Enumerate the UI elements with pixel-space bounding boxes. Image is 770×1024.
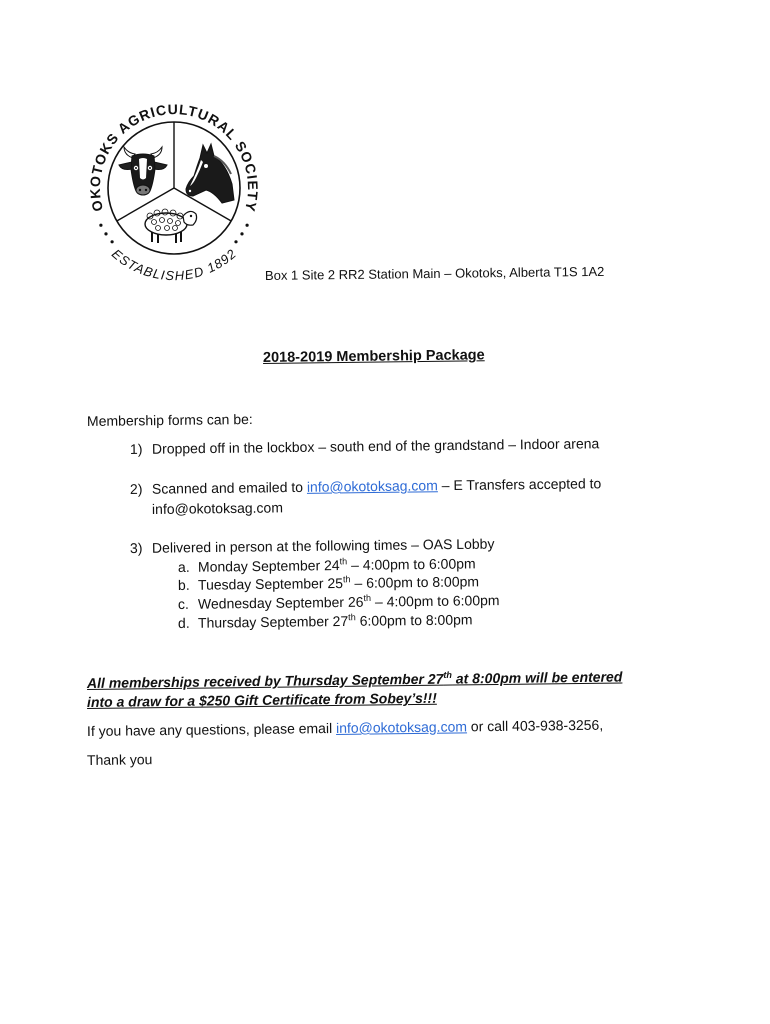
mailing-address: Box 1 Site 2 RR2 Station Main – Okotoks, Alberta T1S 1A2 xyxy=(264,263,605,283)
list-item-in-person xyxy=(130,535,495,557)
list-item-email xyxy=(130,474,601,498)
sublist-item-thursday xyxy=(178,610,473,632)
sublist-time: 6:00pm to 8:00pm xyxy=(355,611,473,629)
seal-dots-right xyxy=(234,224,248,244)
seal-bottom-text: ESTABLISHED 1892 xyxy=(108,246,239,284)
sublist-letter: d. xyxy=(177,614,190,631)
closing-text: Thank you xyxy=(86,751,153,768)
email-link[interactable]: info@okotoksag.com xyxy=(306,477,438,495)
ordinal-suffix: th xyxy=(339,556,348,567)
draw-notice-text-after: at 8:00pm will be entered xyxy=(451,668,623,687)
sublist-time: – 4:00pm to 6:00pm xyxy=(370,592,500,610)
list-item-email-continued: info@okotoksag.com xyxy=(151,499,284,517)
list-item-text: Dropped off in the lockbox – south end of the grandstand – Indoor arena xyxy=(151,435,600,457)
sublist-text: Monday September 24 xyxy=(197,557,340,575)
sublist-text: Wednesday September 26 xyxy=(197,593,364,612)
intro-text: Membership forms can be: xyxy=(86,410,253,429)
seal-dots-left xyxy=(99,224,113,244)
list-item-text-after: – E Transfers accepted to xyxy=(437,475,602,494)
sublist-letter: a. xyxy=(177,558,190,575)
draw-notice-line2: into a draw for a $250 Gift Certificate from Sobey’s!!! xyxy=(86,689,437,710)
list-number: 2) xyxy=(129,480,143,497)
sublist-text: Thursday September 27 xyxy=(197,612,349,631)
sublist-item-tuesday xyxy=(178,572,479,594)
ordinal-suffix: th xyxy=(348,612,356,623)
list-item-text: Delivered in person at the following times – OAS Lobby xyxy=(151,535,495,556)
sublist-letter: b. xyxy=(177,576,190,593)
list-item-dropoff xyxy=(130,434,599,458)
sublist-time: – 6:00pm to 8:00pm xyxy=(350,573,480,591)
questions-text: If you have any questions, please email xyxy=(86,719,337,739)
sublist-time: – 4:00pm to 6:00pm xyxy=(347,555,476,573)
ordinal-suffix: th xyxy=(443,669,452,680)
page-title: 2018-2019 Membership Package xyxy=(262,347,485,366)
list-item-text: Scanned and emailed to xyxy=(151,478,307,497)
ordinal-suffix: th xyxy=(342,574,351,585)
sublist-letter: c. xyxy=(177,595,189,612)
seal-top-text: OKOTOKS AGRICULTURAL SOCIETY xyxy=(86,101,262,214)
draw-notice-text: All memberships received by Thursday September 27 xyxy=(86,670,444,691)
draw-notice-line1 xyxy=(87,667,623,692)
sublist-text: Tuesday September 25 xyxy=(197,574,344,593)
email-link[interactable]: info@okotoksag.com xyxy=(335,718,468,736)
phone-text: or call 403-938-3256, xyxy=(466,716,604,735)
svg-text:ESTABLISHED 1892 xyxy=(109,246,239,283)
list-number: 3) xyxy=(129,539,143,556)
list-number: 1) xyxy=(129,440,143,457)
sheep-icon xyxy=(145,209,197,243)
cow-icon xyxy=(119,147,167,195)
questions-line xyxy=(87,716,603,740)
ordinal-suffix: th xyxy=(363,592,372,604)
horse-icon xyxy=(186,144,234,203)
society-seal-logo xyxy=(0,0,300,300)
